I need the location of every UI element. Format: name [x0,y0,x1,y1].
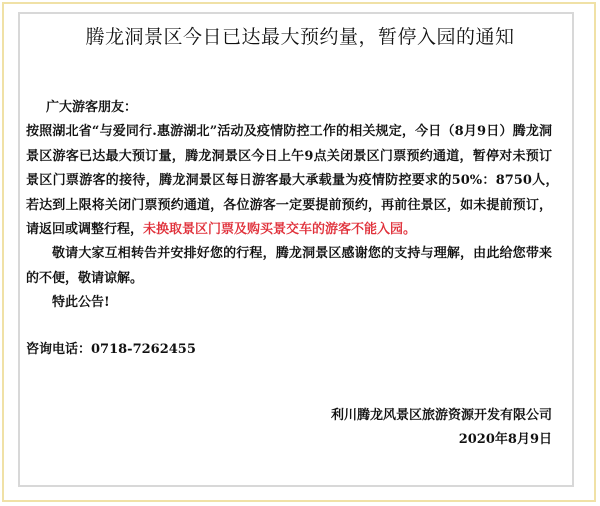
signer-company: 利川腾龙风景区旅游资源开发有限公司 [330,408,552,423]
greeting: 广大游客朋友： [46,100,138,115]
main-paragraph-text: 按照湖北省“与爱同行.惠游湖北”活动及疫情防控工作的相关规定，今日（8月9日）腾龙洞景区游客已达最大预订量，腾龙洞景区今日上午9点关闭景区门票预约通道，暂停对未预订景区门票游客的接待，腾龙洞景区每日游客最大承载量为疫情防控要求的50%：8750人， 若达到上限将关闭门票预约通道，各位游客一定要提前预约，再前往景区，如未提前预订，请返回或调整行程， [26,124,566,238]
contact-phone: 咨询电话：0718-7262455 [26,341,196,357]
signature-block [331,404,552,452]
spacer [26,316,552,338]
warning-text: 未换取景区门票及购买景交车的游客不能入园。 [143,222,417,238]
notice-body [26,96,566,362]
notice-title: 腾龙洞景区今日已达最大预约量，暂停入园的通知 [85,26,515,48]
main-paragraph [26,120,566,242]
thanks-paragraph: 敬请大家互相转告并安排好您的行程，腾龙洞景区感谢您的支持与理解，由此给您带来的不便，敬请谅解。 [26,246,552,286]
announcement: 特此公告! [52,295,110,311]
notice-date: 2020年8月9日 [458,432,552,447]
